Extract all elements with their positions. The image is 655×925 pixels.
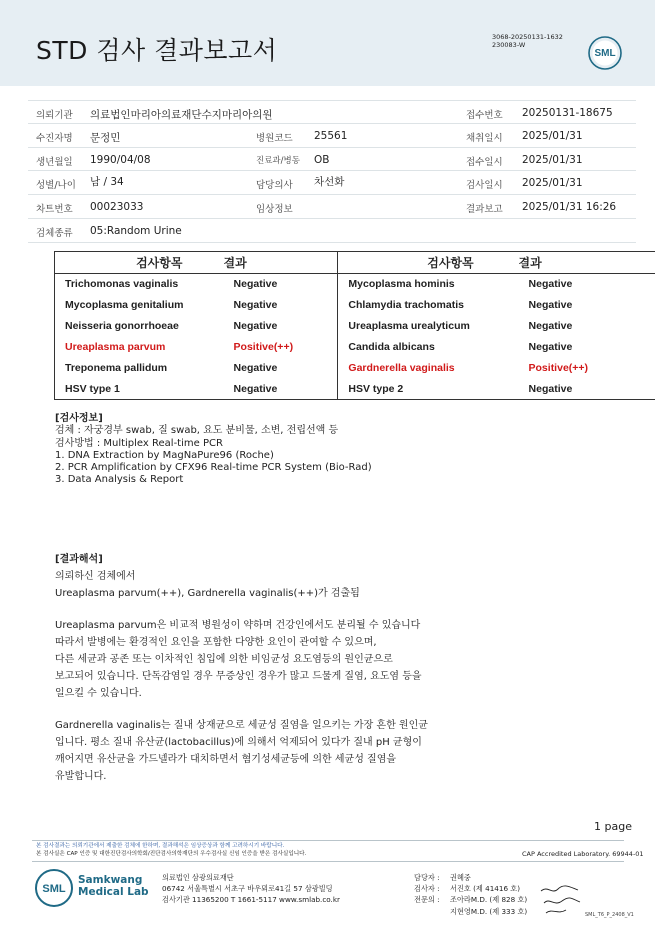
report-date-value: 2025/01/31 16:26 — [522, 201, 617, 214]
left-result-positive: Positive(++) — [233, 340, 294, 353]
test-date-label: 검사일시 — [466, 180, 503, 192]
institution-value: 의료법인마리아의료재단수지마리아의원 — [90, 109, 273, 121]
interpretation-line: Ureaplasma parvum은 비교적 병원성이 약하며 건강인에서도 분리될 수 있습니다 — [55, 620, 421, 632]
info-row — [28, 100, 636, 124]
info-row — [28, 219, 636, 243]
report-date-label: 결과보고 — [466, 204, 503, 216]
staff-label: 검사자 : — [414, 884, 440, 894]
left-item: Trichomonas vaginalis — [65, 277, 179, 290]
test-info-line: 검체 : 자궁경부 swab, 질 swab, 요도 분비물, 소변, 전립선액 등 — [55, 425, 339, 437]
badge-text: SML — [594, 48, 616, 59]
right-item-positive: Gardnerella vaginalis — [338, 357, 519, 378]
footer-divider — [32, 840, 624, 841]
right-result: Negative — [528, 277, 573, 290]
left-item: Neisseria gonorrhoeae — [65, 319, 179, 332]
table-row — [55, 273, 655, 294]
test-info-section — [55, 413, 372, 487]
patient-info — [28, 100, 636, 243]
doctor-value: 차선화 — [314, 176, 345, 189]
staff-label: 전문의 : — [414, 895, 440, 905]
test-info-heading: [검사정보] — [55, 413, 103, 424]
results-table — [54, 251, 655, 400]
left-item: HSV type 1 — [65, 382, 120, 395]
org-name: 의료법인 삼광의료재단 — [162, 873, 234, 882]
right-result: Negative — [528, 298, 573, 311]
left-result: Negative — [233, 298, 278, 311]
specimen-label: 검체종류 — [36, 227, 73, 239]
collect-date-label: 채취일시 — [466, 132, 503, 144]
left-item: Treponema pallidum — [65, 361, 168, 374]
badge-text: SML — [42, 883, 66, 895]
right-item: Mycoplasma hominis — [338, 273, 519, 294]
document-id: 3068-20250131-1632 230083-W — [492, 33, 563, 49]
interpretation-line: 보고되어 있습니다. 단독감염일 경우 무증상인 경우가 많고 드물게 질염, 요도염 등을 — [55, 670, 422, 682]
name-value: 문정민 — [90, 131, 121, 144]
interpretation-section — [55, 552, 428, 786]
footer-logo — [34, 868, 149, 912]
sml-logo-icon — [34, 868, 74, 908]
interpretation-line: 입니다. 평소 질내 유산균(lactobacillus)에 의해서 억제되어 있다가 질내 pH 균형이 — [55, 737, 422, 749]
form-code: SML_T6_P_2408_V1 — [585, 912, 634, 918]
table-row — [55, 315, 655, 336]
receipt-no-value: 20250131-18675 — [522, 107, 613, 119]
col-result-left: 결과 — [224, 252, 338, 273]
col-result-right: 결과 — [519, 252, 655, 273]
institution-label: 의뢰기관 — [36, 110, 73, 121]
org-contact: 검사기관 11365200 T 1661-5117 www.smlab.co.kr — [162, 895, 340, 905]
interpretation-line: Ureaplasma parvum(++), Gardnerella vaginalis(++)가 검출됨 — [55, 587, 360, 599]
right-item: Candida albicans — [338, 336, 519, 357]
col-item-left: 검사항목 — [55, 252, 224, 273]
table-row — [55, 336, 655, 357]
sex-age-value: 남 / 34 — [90, 176, 124, 189]
cap-accreditation: CAP Accredited Laboratory. 69944-01 — [522, 850, 644, 858]
interpretation-line: 유발합니다. — [55, 770, 107, 782]
left-result: Negative — [233, 277, 278, 290]
right-result-positive: Positive(++) — [528, 361, 589, 374]
left-item-positive: Ureaplasma parvum — [65, 340, 166, 353]
staff-value: 서진호 (제 41416 호) — [450, 884, 521, 894]
right-result: Negative — [528, 382, 573, 395]
receipt-date-label: 접수일시 — [466, 156, 503, 168]
interpretation-line: 일으킬 수 있습니다. — [55, 687, 142, 699]
col-item-right: 검사항목 — [338, 252, 519, 273]
staff-value: 지현영M.D. (제 333 호) — [450, 906, 528, 916]
info-row — [28, 148, 636, 172]
receipt-date-value: 2025/01/31 — [522, 153, 583, 166]
hospital-code-value: 25561 — [314, 129, 348, 142]
info-row — [28, 124, 636, 148]
org-info — [162, 872, 340, 906]
test-date-value: 2025/01/31 — [522, 177, 583, 190]
sml-logo-icon — [587, 35, 623, 71]
dob-label: 생년월일 — [36, 156, 73, 168]
staff-labels — [414, 872, 440, 906]
table-row — [55, 294, 655, 315]
footer-divider — [32, 861, 624, 862]
staff-label: 담당자 : — [414, 873, 440, 882]
collect-date-value: 2025/01/31 — [522, 129, 583, 142]
chart-no-label: 차트번호 — [36, 204, 73, 216]
footer-notes — [36, 842, 306, 859]
interpretation-line: 의뢰하신 검체에서 — [55, 570, 136, 582]
right-item: Ureaplasma urealyticum — [338, 315, 519, 336]
left-result: Negative — [233, 361, 278, 374]
staff-value: 권혜중 — [450, 873, 471, 882]
table-row — [55, 357, 655, 378]
right-result: Negative — [528, 319, 573, 332]
interpretation-line: 따라서 발병에는 환경적인 요인을 포함한 다양한 요인이 관여할 수 있으며, — [55, 637, 377, 649]
footer-note-black: 본 검사실은 CAP 인증 및 대한진단검사의학회/진단검사의학재단의 우수검사실 신임 인증을 받은 검사실입니다. — [36, 851, 307, 858]
results-header-row — [55, 252, 655, 273]
brand-subname: Medical Lab — [78, 886, 149, 898]
report-header — [0, 0, 655, 86]
right-item: HSV type 2 — [338, 378, 519, 399]
interpretation-line: 깨어지면 유산균을 가드넬라가 대치하면서 혐기성세균등에 의한 세균성 질염을 — [55, 753, 397, 765]
chart-no-value: 00023033 — [90, 201, 144, 214]
right-item: Chlamydia trachomatis — [338, 294, 519, 315]
table-row — [55, 378, 655, 399]
right-result: Negative — [528, 340, 573, 353]
test-info-line: 3. Data Analysis & Report — [55, 474, 184, 486]
dept-label: 진료과/병동 — [256, 155, 300, 166]
doctor-label: 담당의사 — [256, 180, 293, 192]
footer-note-blue: 본 검사결과는 의뢰기관에서 제출한 검체에 한하며, 결과해석은 임상증상과 함께 고려하시기 바랍니다. — [36, 843, 285, 849]
page-number: 1 page — [594, 820, 632, 833]
test-info-line: 2. PCR Amplification by CFX96 Real-time PCR System (Bio-Rad) — [55, 462, 372, 474]
staff-value: 조아라M.D. (제 828 호) — [450, 895, 528, 905]
sex-age-label: 성별/나이 — [36, 180, 76, 192]
test-info-line: 1. DNA Extraction by MagNaPure96 (Roche) — [55, 449, 274, 461]
name-label: 수진자명 — [36, 132, 73, 144]
clinical-info-label: 임상정보 — [256, 204, 293, 216]
info-row — [28, 195, 636, 219]
left-result: Negative — [233, 382, 278, 395]
left-item: Mycoplasma genitalium — [65, 298, 184, 311]
info-row — [28, 171, 636, 195]
page-title: STD 검사 결과보고서 — [36, 36, 278, 65]
interpretation-line: 다른 세균과 공존 또는 이차적인 침입에 의한 비임균성 요도염등의 원인균으로 — [55, 653, 393, 665]
staff-values — [450, 872, 527, 917]
interpretation-line: Gardnerella vaginalis는 질내 상재균으로 세균성 질염을 일으키는 가장 흔한 원인균 — [55, 720, 428, 732]
test-info-line: 검사방법 : Multiplex Real-time PCR — [55, 437, 223, 449]
signature-icon — [538, 883, 583, 917]
receipt-no-label: 접수번호 — [466, 110, 503, 121]
specimen-value: 05:Random Urine — [90, 224, 182, 237]
left-result: Negative — [233, 319, 278, 332]
org-address: 06742 서울특별시 서초구 바우뫼로41길 57 삼광빌딩 — [162, 884, 333, 894]
hospital-code-label: 병원코드 — [256, 132, 293, 144]
brand-name: Samkwang — [78, 874, 143, 886]
dept-value: OB — [314, 153, 330, 166]
dob-value: 1990/04/08 — [90, 153, 151, 166]
interpretation-heading: [결과해석] — [55, 554, 103, 565]
